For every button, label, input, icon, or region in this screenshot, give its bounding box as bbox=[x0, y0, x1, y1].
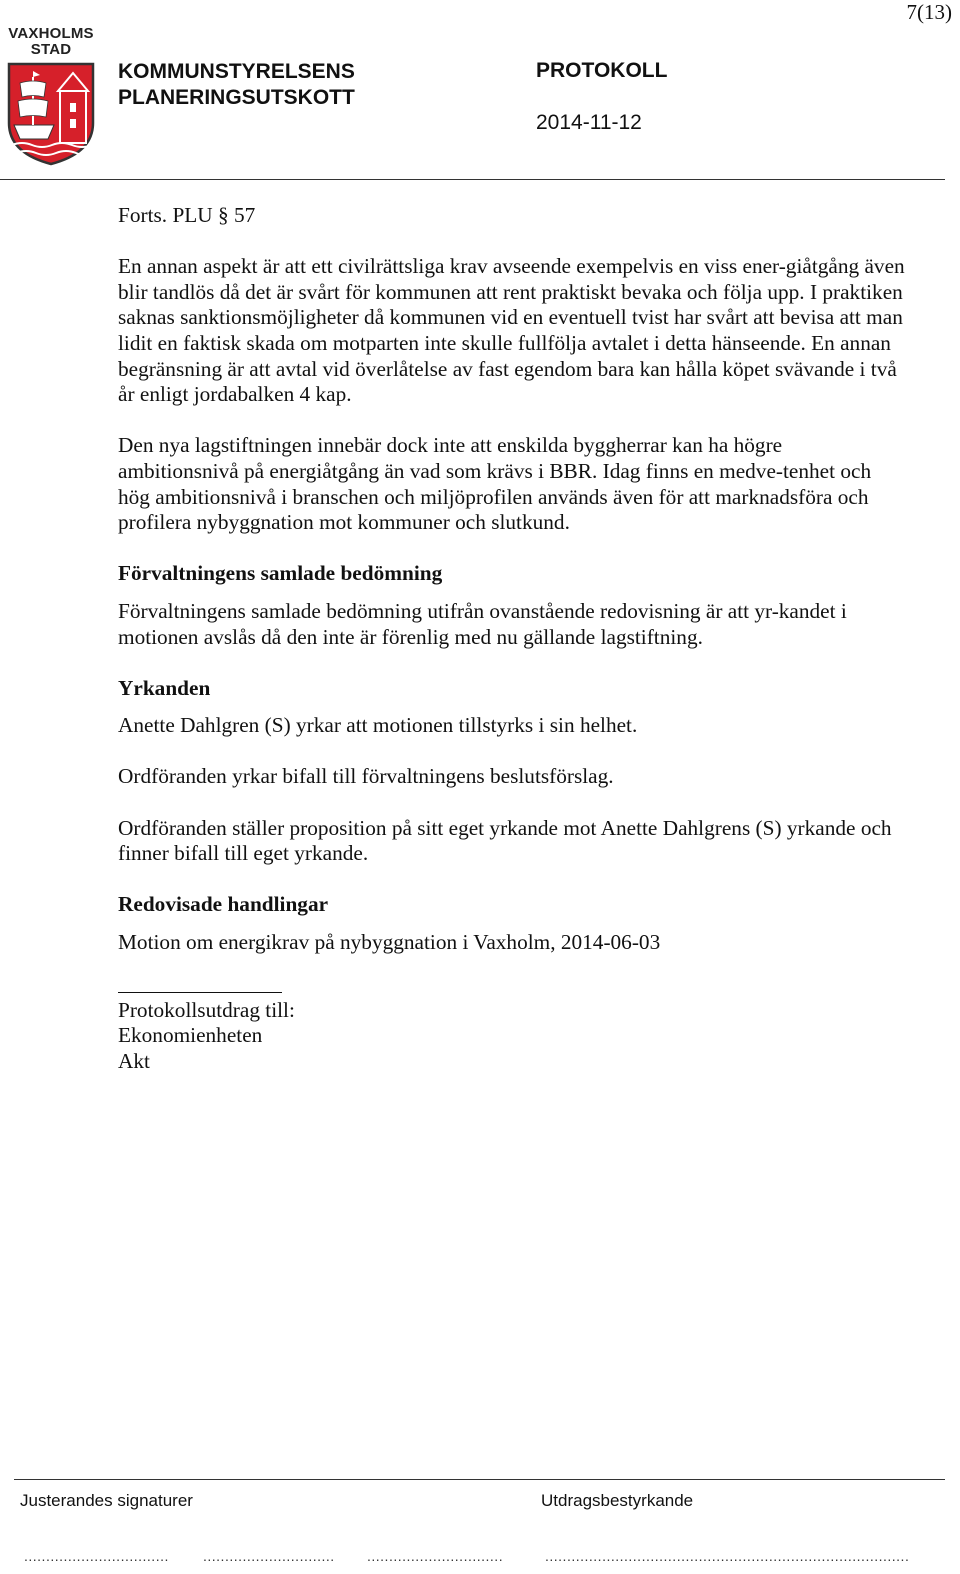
claim-dahlgren: Anette Dahlgren (S) yrkar att motionen tillstyrks i sin helhet. bbox=[118, 713, 638, 738]
header-divider bbox=[0, 179, 945, 180]
document-type: PROTOKOLL bbox=[536, 59, 668, 82]
signature-field: .............................. bbox=[203, 1548, 335, 1564]
distribution-label: Protokollsutdrag till: bbox=[118, 997, 295, 1022]
heading-documents: Redovisade handlingar bbox=[118, 892, 329, 917]
signature-field: ............................... bbox=[367, 1548, 504, 1564]
document-reference: Motion om energikrav på nybyggnation i Vaxholm, 2014-06-03 bbox=[118, 930, 661, 955]
organization-name bbox=[118, 59, 355, 111]
heading-claims: Yrkanden bbox=[118, 675, 211, 700]
heading-assessment: Förvaltningens samlade bedömning bbox=[118, 561, 443, 586]
claim-chair: Ordföranden yrkar bifall till förvaltningens beslutsförslag. bbox=[118, 764, 614, 789]
paragraph-civil-law: En annan aspekt är att ett civilrättsliga krav avseende exempelvis en viss ener-giåtgång även blir tandlös då det är svårt för kommunen att rent praktiskt bevaka och följa upp. I praktiken saknas sanktionsmöjligheter då kommunen vid en eventuell tvist har svårt att bevisa att man lidit en faktisk skada om motparten inte skulle fullfölja avtalet i detta hänseende. En annan begränsning är att avtal vid överlåtelse av fast egendom bara kan hålla köpet svävande i två år enligt jordabalken 4 kap. bbox=[118, 254, 905, 407]
paragraph-assessment: Förvaltningens samlade bedömning utifrån ovanstående redovisning är att yr-kandet i motionen avslås då den inte är förenlig med nu gällande lagstiftning. bbox=[118, 598, 847, 649]
document-body bbox=[118, 203, 908, 1074]
logo-text-line1: VAXHOLMS bbox=[8, 25, 94, 42]
certification-field: ................................................................................... bbox=[545, 1548, 910, 1564]
certification-label: Utdragsbestyrkande bbox=[541, 1491, 694, 1510]
coat-of-arms-icon bbox=[6, 61, 96, 167]
distribution-item: Ekonomienheten bbox=[118, 1023, 263, 1048]
footer-divider bbox=[14, 1479, 945, 1480]
logo-text-line2: STAD bbox=[30, 41, 72, 58]
signature-line bbox=[118, 992, 282, 993]
distribution-list bbox=[118, 998, 908, 1075]
document-date: 2014-11-12 bbox=[536, 111, 642, 134]
claim-proposition: Ordföranden ställer proposition på sitt eget yrkande mot Anette Dahlgrens (S) yrkande och finner bifall till eget yrkande. bbox=[118, 815, 892, 866]
continuation-reference: Forts. PLU § 57 bbox=[118, 203, 256, 227]
distribution-item: Akt bbox=[118, 1048, 150, 1073]
signature-field: ................................. bbox=[24, 1548, 169, 1564]
paragraph-new-legislation: Den nya lagstiftningen innebär dock inte att enskilda byggherrar kan ha högre ambitionsnivå på energiåtgång än vad som krävs i BBR. Idag finns en medve-tenhet och hög ambitionsnivå i branschen och miljöprofilen används även för att marknadsföra och profilera nybyggnation mot kommuner och slutkund. bbox=[118, 433, 872, 535]
org-line2: PLANERINGSUTSKOTT bbox=[118, 86, 355, 109]
municipal-logo bbox=[4, 26, 98, 167]
org-line1: KOMMUNSTYRELSENS bbox=[118, 60, 355, 83]
signatures-label: Justerandes signaturer bbox=[20, 1491, 193, 1510]
page-number: 7(13) bbox=[906, 0, 952, 24]
